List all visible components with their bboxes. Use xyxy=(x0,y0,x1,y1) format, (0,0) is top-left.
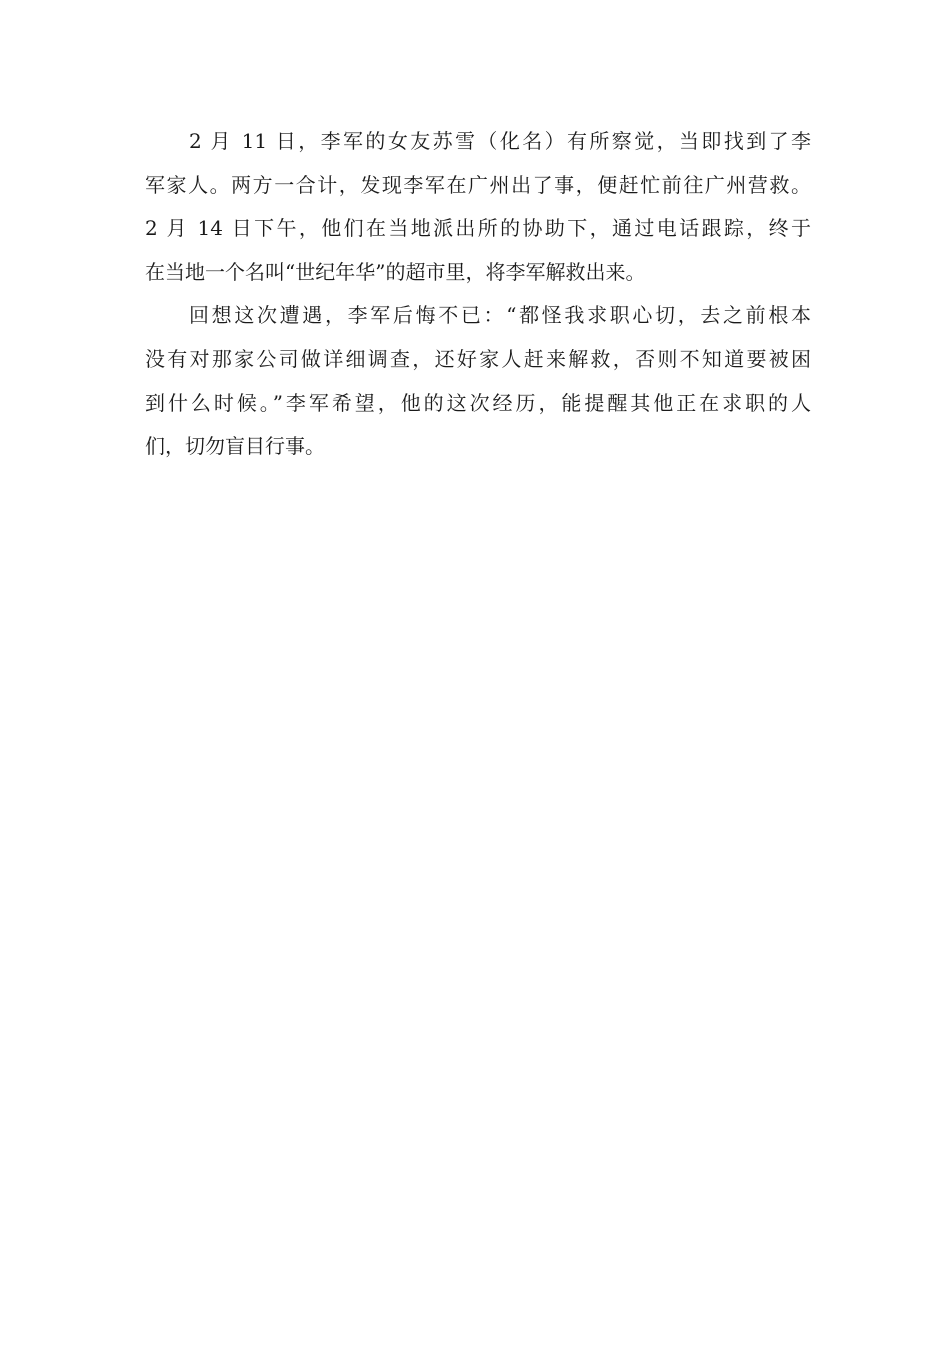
paragraph xyxy=(145,294,811,468)
text-line: 们，切勿盲目行事。 xyxy=(145,434,325,459)
paragraph xyxy=(145,120,811,294)
document-body xyxy=(145,120,811,469)
text-line: 军家人。两方一合计，发现李军在广州出了事，便赶忙前往广州营救。 xyxy=(145,172,811,197)
text-line: 在当地一个名叫“世纪年华”的超市里，将李军解救出来。 xyxy=(145,259,646,284)
text-line: 2 月 11 日，李军的女友苏雪（化名）有所察觉，当即找到了李 xyxy=(189,129,811,153)
text-line: 到什么时候。”李军希望，他的这次经历，能提醒其他正在求职的人 xyxy=(145,390,811,415)
text-line: 回想这次遭遇，李军后悔不已：“都怪我求职心切，去之前根本 xyxy=(189,303,811,328)
text-line: 2 月 14 日下午，他们在当地派出所的协助下，通过电话跟踪，终于 xyxy=(145,216,811,241)
text-line: 没有对那家公司做详细调查，还好家人赶来解救，否则不知道要被困 xyxy=(145,346,811,371)
